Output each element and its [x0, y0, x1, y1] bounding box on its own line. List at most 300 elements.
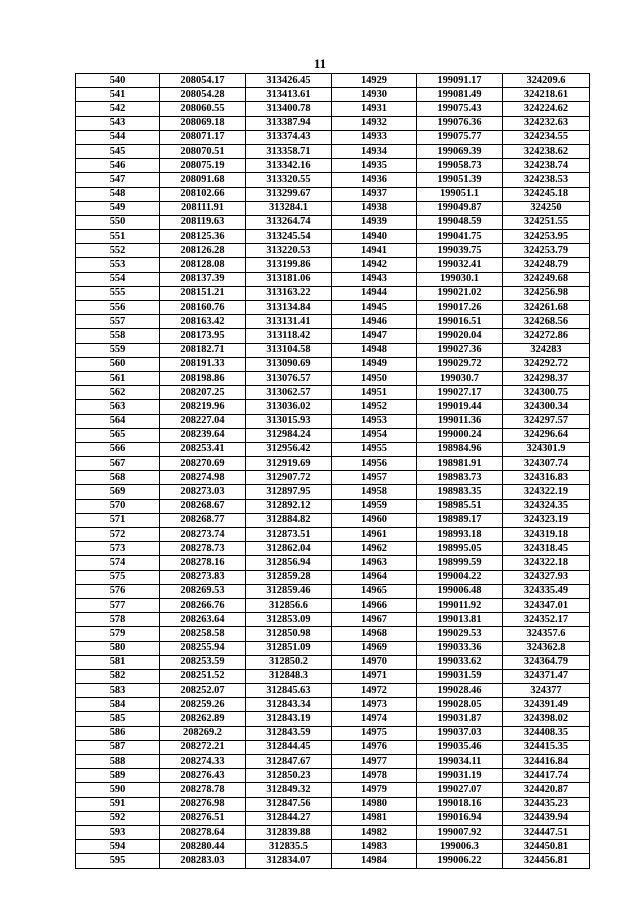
- table-cell-x-coordinate-a: 208253.59: [160, 655, 246, 669]
- table-cell-y-coordinate-b: 324250: [503, 201, 590, 215]
- table-cell-x-coordinate-a: 208182.71: [160, 343, 246, 357]
- table-cell-y-coordinate-a: 313220.53: [246, 244, 332, 258]
- table-cell-y-coordinate-b: 324238.74: [503, 159, 590, 173]
- table-cell-y-coordinate-b: 324238.62: [503, 144, 590, 158]
- table-cell-x-coordinate-a: 208163.42: [160, 315, 246, 329]
- table-cell-y-coordinate-a: 312839.88: [246, 825, 332, 839]
- table-cell-y-coordinate-b: 324377: [503, 684, 590, 698]
- table-cell-x-coordinate-b: 199051.39: [417, 173, 503, 187]
- table-cell-point-number-b: 14955: [332, 442, 417, 456]
- table-cell-point-number-b: 14949: [332, 357, 417, 371]
- table-row: [76, 102, 590, 116]
- table-cell-point-number-b: 14954: [332, 428, 417, 442]
- table-cell-x-coordinate-b: 199011.36: [417, 414, 503, 428]
- table-cell-y-coordinate-a: 312892.12: [246, 499, 332, 513]
- table-cell-x-coordinate-a: 208239.64: [160, 428, 246, 442]
- table-row: [76, 400, 590, 414]
- table-row: [76, 457, 590, 471]
- table-cell-y-coordinate-a: 313342.16: [246, 159, 332, 173]
- table-row: [76, 173, 590, 187]
- table-cell-x-coordinate-b: 198985.51: [417, 499, 503, 513]
- table-cell-point-number-b: 14976: [332, 740, 417, 754]
- table-cell-y-coordinate-a: 312844.45: [246, 740, 332, 754]
- table-cell-point-number-a: 559: [76, 343, 160, 357]
- table-cell-x-coordinate-b: 199031.19: [417, 769, 503, 783]
- table-cell-y-coordinate-a: 313400.78: [246, 102, 332, 116]
- table-cell-x-coordinate-b: 198983.35: [417, 485, 503, 499]
- table-cell-point-number-a: 584: [76, 698, 160, 712]
- table-cell-point-number-a: 551: [76, 230, 160, 244]
- table-cell-point-number-b: 14933: [332, 130, 417, 144]
- table-cell-point-number-a: 586: [76, 726, 160, 740]
- table-cell-y-coordinate-b: 324261.68: [503, 301, 590, 315]
- table-cell-point-number-a: 580: [76, 641, 160, 655]
- table-row: [76, 130, 590, 144]
- table-cell-y-coordinate-b: 324209.6: [503, 74, 590, 88]
- table-cell-x-coordinate-a: 208207.25: [160, 386, 246, 400]
- table-cell-x-coordinate-b: 199006.22: [417, 854, 503, 868]
- table-row: [76, 528, 590, 542]
- table-cell-point-number-a: 552: [76, 244, 160, 258]
- table-cell-point-number-a: 583: [76, 684, 160, 698]
- table-row: [76, 854, 590, 868]
- table-row: [76, 159, 590, 173]
- table-cell-y-coordinate-a: 313181.06: [246, 272, 332, 286]
- table-cell-point-number-b: 14935: [332, 159, 417, 173]
- table-cell-point-number-a: 572: [76, 528, 160, 542]
- table-cell-x-coordinate-b: 199018.16: [417, 797, 503, 811]
- table-cell-y-coordinate-a: 312873.51: [246, 528, 332, 542]
- table-row: [76, 272, 590, 286]
- table-cell-y-coordinate-a: 312849.32: [246, 783, 332, 797]
- table-cell-point-number-a: 579: [76, 627, 160, 641]
- table-cell-y-coordinate-a: 313245.54: [246, 230, 332, 244]
- table-cell-y-coordinate-b: 324439.94: [503, 811, 590, 825]
- table-cell-x-coordinate-a: 208054.17: [160, 74, 246, 88]
- table-cell-point-number-a: 561: [76, 371, 160, 385]
- table-cell-x-coordinate-b: 199004.22: [417, 570, 503, 584]
- table-cell-y-coordinate-b: 324253.79: [503, 244, 590, 258]
- table-cell-x-coordinate-b: 199033.62: [417, 655, 503, 669]
- coordinates-table: [75, 73, 590, 869]
- table-row: [76, 144, 590, 158]
- table-row: [76, 230, 590, 244]
- table-cell-y-coordinate-b: 324352.17: [503, 613, 590, 627]
- table-cell-point-number-b: 14936: [332, 173, 417, 187]
- table-cell-point-number-a: 569: [76, 485, 160, 499]
- table-cell-x-coordinate-a: 208126.28: [160, 244, 246, 258]
- table-cell-x-coordinate-b: 199031.87: [417, 712, 503, 726]
- table-cell-point-number-b: 14951: [332, 386, 417, 400]
- table-cell-x-coordinate-a: 208280.44: [160, 840, 246, 854]
- table-cell-y-coordinate-a: 312843.34: [246, 698, 332, 712]
- table-row: [76, 655, 590, 669]
- table-cell-x-coordinate-a: 208276.98: [160, 797, 246, 811]
- table-cell-x-coordinate-b: 199039.75: [417, 244, 503, 258]
- table-row: [76, 201, 590, 215]
- table-cell-x-coordinate-b: 199017.26: [417, 301, 503, 315]
- table-cell-y-coordinate-a: 312848.3: [246, 669, 332, 683]
- table-cell-y-coordinate-a: 313387.94: [246, 116, 332, 130]
- table-cell-x-coordinate-b: 199081.49: [417, 88, 503, 102]
- table-row: [76, 442, 590, 456]
- table-cell-point-number-b: 14964: [332, 570, 417, 584]
- table-cell-y-coordinate-b: 324415.35: [503, 740, 590, 754]
- table-row: [76, 712, 590, 726]
- table-row: [76, 698, 590, 712]
- table-cell-x-coordinate-a: 208255.94: [160, 641, 246, 655]
- table-cell-point-number-b: 14973: [332, 698, 417, 712]
- table-cell-y-coordinate-a: 312834.07: [246, 854, 332, 868]
- table-row: [76, 485, 590, 499]
- table-cell-y-coordinate-a: 313015.93: [246, 414, 332, 428]
- table-cell-x-coordinate-b: 199035.46: [417, 740, 503, 754]
- table-cell-point-number-b: 14944: [332, 286, 417, 300]
- table-cell-y-coordinate-a: 312845.63: [246, 684, 332, 698]
- table-cell-y-coordinate-a: 313299.67: [246, 187, 332, 201]
- table-cell-y-coordinate-a: 313134.84: [246, 301, 332, 315]
- table-cell-y-coordinate-a: 312835.5: [246, 840, 332, 854]
- table-row: [76, 286, 590, 300]
- table-row: [76, 627, 590, 641]
- table-cell-x-coordinate-a: 208070.51: [160, 144, 246, 158]
- coordinates-table-body: [76, 74, 590, 869]
- table-cell-point-number-a: 557: [76, 315, 160, 329]
- table-cell-point-number-a: 571: [76, 513, 160, 527]
- table-cell-x-coordinate-b: 199058.73: [417, 159, 503, 173]
- table-cell-y-coordinate-b: 324245.18: [503, 187, 590, 201]
- table-cell-x-coordinate-a: 208151.21: [160, 286, 246, 300]
- table-cell-point-number-b: 14957: [332, 471, 417, 485]
- table-cell-point-number-a: 550: [76, 215, 160, 229]
- table-cell-x-coordinate-b: 199013.81: [417, 613, 503, 627]
- table-cell-x-coordinate-a: 208268.67: [160, 499, 246, 513]
- table-cell-y-coordinate-a: 312859.28: [246, 570, 332, 584]
- table-cell-x-coordinate-a: 208075.19: [160, 159, 246, 173]
- table-row: [76, 669, 590, 683]
- table-cell-point-number-a: 560: [76, 357, 160, 371]
- table-cell-point-number-b: 14958: [332, 485, 417, 499]
- table-cell-point-number-b: 14960: [332, 513, 417, 527]
- table-cell-y-coordinate-a: 312853.09: [246, 613, 332, 627]
- table-cell-y-coordinate-b: 324324.35: [503, 499, 590, 513]
- table-cell-point-number-a: 541: [76, 88, 160, 102]
- table-cell-x-coordinate-b: 199075.43: [417, 102, 503, 116]
- table-cell-point-number-a: 592: [76, 811, 160, 825]
- table-row: [76, 584, 590, 598]
- table-cell-y-coordinate-b: 324292.72: [503, 357, 590, 371]
- table-row: [76, 825, 590, 839]
- table-cell-x-coordinate-b: 199028.05: [417, 698, 503, 712]
- table-row: [76, 542, 590, 556]
- page-number: 11: [313, 56, 327, 71]
- table-cell-point-number-a: 589: [76, 769, 160, 783]
- table-cell-y-coordinate-a: 313036.02: [246, 400, 332, 414]
- table-cell-x-coordinate-b: 199076.36: [417, 116, 503, 130]
- table-cell-x-coordinate-a: 208069.18: [160, 116, 246, 130]
- table-row: [76, 783, 590, 797]
- table-cell-point-number-b: 14956: [332, 457, 417, 471]
- table-cell-point-number-a: 573: [76, 542, 160, 556]
- table-row: [76, 499, 590, 513]
- table-row: [76, 726, 590, 740]
- table-cell-y-coordinate-b: 324297.57: [503, 414, 590, 428]
- table-cell-x-coordinate-a: 208091.68: [160, 173, 246, 187]
- table-cell-x-coordinate-a: 208198.86: [160, 371, 246, 385]
- table-cell-y-coordinate-a: 313076.57: [246, 371, 332, 385]
- table-cell-point-number-b: 14953: [332, 414, 417, 428]
- table-cell-y-coordinate-a: 312984.24: [246, 428, 332, 442]
- table-cell-y-coordinate-a: 313264.74: [246, 215, 332, 229]
- table-cell-y-coordinate-b: 324249.68: [503, 272, 590, 286]
- table-cell-x-coordinate-b: 198995.05: [417, 542, 503, 556]
- table-cell-point-number-a: 544: [76, 130, 160, 144]
- table-cell-point-number-b: 14975: [332, 726, 417, 740]
- table-cell-x-coordinate-b: 199034.11: [417, 755, 503, 769]
- table-cell-point-number-b: 14939: [332, 215, 417, 229]
- table-cell-y-coordinate-a: 312847.67: [246, 755, 332, 769]
- table-cell-x-coordinate-a: 208263.64: [160, 613, 246, 627]
- table-cell-point-number-a: 566: [76, 442, 160, 456]
- table-cell-point-number-a: 577: [76, 598, 160, 612]
- table-cell-x-coordinate-a: 208268.77: [160, 513, 246, 527]
- table-row: [76, 215, 590, 229]
- table-row: [76, 598, 590, 612]
- table-cell-x-coordinate-a: 208269.2: [160, 726, 246, 740]
- table-cell-x-coordinate-a: 208251.52: [160, 669, 246, 683]
- table-cell-x-coordinate-a: 208278.64: [160, 825, 246, 839]
- table-cell-x-coordinate-a: 208252.07: [160, 684, 246, 698]
- table-row: [76, 329, 590, 343]
- table-cell-y-coordinate-a: 313358.71: [246, 144, 332, 158]
- table-cell-point-number-a: 593: [76, 825, 160, 839]
- table-cell-point-number-a: 563: [76, 400, 160, 414]
- table-cell-point-number-a: 567: [76, 457, 160, 471]
- table-cell-point-number-a: 554: [76, 272, 160, 286]
- table-cell-point-number-b: 14981: [332, 811, 417, 825]
- table-cell-x-coordinate-a: 208219.96: [160, 400, 246, 414]
- table-cell-point-number-a: 545: [76, 144, 160, 158]
- table-cell-point-number-b: 14984: [332, 854, 417, 868]
- table-cell-y-coordinate-b: 324327.93: [503, 570, 590, 584]
- table-cell-x-coordinate-a: 208270.69: [160, 457, 246, 471]
- table-cell-x-coordinate-a: 208283.03: [160, 854, 246, 868]
- table-cell-point-number-a: 555: [76, 286, 160, 300]
- table-cell-point-number-a: 570: [76, 499, 160, 513]
- table-cell-point-number-a: 576: [76, 584, 160, 598]
- table-cell-x-coordinate-b: 199027.07: [417, 783, 503, 797]
- table-cell-y-coordinate-a: 313199.86: [246, 258, 332, 272]
- table-cell-y-coordinate-b: 324251.55: [503, 215, 590, 229]
- table-cell-x-coordinate-a: 208102.66: [160, 187, 246, 201]
- table-cell-y-coordinate-a: 312897.95: [246, 485, 332, 499]
- table-cell-y-coordinate-a: 312850.23: [246, 769, 332, 783]
- table-row: [76, 556, 590, 570]
- table-cell-x-coordinate-a: 208259.26: [160, 698, 246, 712]
- table-cell-y-coordinate-a: 312844.27: [246, 811, 332, 825]
- table-row: [76, 840, 590, 854]
- table-cell-y-coordinate-a: 312862.04: [246, 542, 332, 556]
- table-row: [76, 755, 590, 769]
- table-cell-x-coordinate-b: 199011.92: [417, 598, 503, 612]
- table-cell-point-number-b: 14952: [332, 400, 417, 414]
- table-cell-y-coordinate-b: 324398.02: [503, 712, 590, 726]
- table-cell-y-coordinate-b: 324318.45: [503, 542, 590, 556]
- table-cell-y-coordinate-b: 324364.79: [503, 655, 590, 669]
- table-cell-x-coordinate-a: 208278.78: [160, 783, 246, 797]
- table-cell-y-coordinate-b: 324347.01: [503, 598, 590, 612]
- table-cell-x-coordinate-a: 208274.33: [160, 755, 246, 769]
- table-row: [76, 811, 590, 825]
- table-cell-x-coordinate-b: 199029.72: [417, 357, 503, 371]
- table-cell-x-coordinate-b: 199027.17: [417, 386, 503, 400]
- table-cell-x-coordinate-a: 208258.58: [160, 627, 246, 641]
- table-cell-point-number-a: 556: [76, 301, 160, 315]
- table-cell-point-number-b: 14943: [332, 272, 417, 286]
- table-cell-point-number-a: 558: [76, 329, 160, 343]
- table-cell-x-coordinate-a: 208276.43: [160, 769, 246, 783]
- table-cell-point-number-a: 575: [76, 570, 160, 584]
- table-cell-y-coordinate-b: 324391.49: [503, 698, 590, 712]
- table-cell-y-coordinate-b: 324283: [503, 343, 590, 357]
- table-cell-y-coordinate-a: 312859.46: [246, 584, 332, 598]
- table-cell-point-number-a: 540: [76, 74, 160, 88]
- table-cell-y-coordinate-b: 324322.18: [503, 556, 590, 570]
- table-cell-y-coordinate-a: 312907.72: [246, 471, 332, 485]
- table-cell-y-coordinate-b: 324232.63: [503, 116, 590, 130]
- table-cell-x-coordinate-a: 208272.21: [160, 740, 246, 754]
- table-cell-y-coordinate-b: 324319.18: [503, 528, 590, 542]
- table-cell-y-coordinate-b: 324416.84: [503, 755, 590, 769]
- table-cell-x-coordinate-a: 208273.83: [160, 570, 246, 584]
- table-cell-point-number-a: 553: [76, 258, 160, 272]
- table-cell-point-number-b: 14978: [332, 769, 417, 783]
- table-cell-x-coordinate-b: 199032.41: [417, 258, 503, 272]
- table-row: [76, 357, 590, 371]
- table-cell-x-coordinate-b: 199029.53: [417, 627, 503, 641]
- table-cell-y-coordinate-b: 324408.35: [503, 726, 590, 740]
- table-row: [76, 88, 590, 102]
- table-cell-x-coordinate-b: 199027.36: [417, 343, 503, 357]
- table-cell-point-number-b: 14962: [332, 542, 417, 556]
- table-cell-x-coordinate-b: 199006.48: [417, 584, 503, 598]
- table-cell-x-coordinate-a: 208266.76: [160, 598, 246, 612]
- table-cell-y-coordinate-b: 324248.79: [503, 258, 590, 272]
- table-cell-point-number-a: 582: [76, 669, 160, 683]
- table-cell-point-number-b: 14970: [332, 655, 417, 669]
- table-cell-x-coordinate-a: 208111.91: [160, 201, 246, 215]
- table-cell-y-coordinate-b: 324456.81: [503, 854, 590, 868]
- table-cell-y-coordinate-a: 312856.94: [246, 556, 332, 570]
- table-cell-x-coordinate-b: 199030.7: [417, 371, 503, 385]
- table-cell-point-number-b: 14965: [332, 584, 417, 598]
- table-cell-x-coordinate-a: 208060.55: [160, 102, 246, 116]
- table-cell-y-coordinate-a: 312850.2: [246, 655, 332, 669]
- table-row: [76, 315, 590, 329]
- table-cell-point-number-a: 547: [76, 173, 160, 187]
- table-cell-point-number-a: 546: [76, 159, 160, 173]
- table-cell-y-coordinate-b: 324296.64: [503, 428, 590, 442]
- table-cell-x-coordinate-b: 199021.02: [417, 286, 503, 300]
- table-cell-point-number-b: 14945: [332, 301, 417, 315]
- table-cell-x-coordinate-a: 208128.08: [160, 258, 246, 272]
- table-cell-point-number-b: 14948: [332, 343, 417, 357]
- table-cell-point-number-b: 14974: [332, 712, 417, 726]
- table-cell-point-number-b: 14977: [332, 755, 417, 769]
- table-cell-y-coordinate-b: 324234.55: [503, 130, 590, 144]
- table-cell-point-number-a: 543: [76, 116, 160, 130]
- table-cell-x-coordinate-b: 199019.44: [417, 400, 503, 414]
- table-cell-point-number-b: 14940: [332, 230, 417, 244]
- table-cell-x-coordinate-a: 208273.74: [160, 528, 246, 542]
- table-row: [76, 301, 590, 315]
- table-cell-y-coordinate-b: 324371.47: [503, 669, 590, 683]
- table-cell-x-coordinate-a: 208173.95: [160, 329, 246, 343]
- table-cell-y-coordinate-b: 324268.56: [503, 315, 590, 329]
- table-cell-x-coordinate-b: 199000.24: [417, 428, 503, 442]
- table-cell-point-number-a: 587: [76, 740, 160, 754]
- table-cell-point-number-a: 548: [76, 187, 160, 201]
- table-cell-y-coordinate-a: 313090.69: [246, 357, 332, 371]
- table-cell-x-coordinate-a: 208119.63: [160, 215, 246, 229]
- table-cell-point-number-a: 574: [76, 556, 160, 570]
- table-cell-x-coordinate-a: 208273.03: [160, 485, 246, 499]
- table-cell-point-number-b: 14979: [332, 783, 417, 797]
- table-cell-point-number-a: 565: [76, 428, 160, 442]
- table-cell-point-number-a: 562: [76, 386, 160, 400]
- table-cell-x-coordinate-b: 199048.59: [417, 215, 503, 229]
- table-cell-point-number-b: 14972: [332, 684, 417, 698]
- table-row: [76, 414, 590, 428]
- table-cell-point-number-b: 14980: [332, 797, 417, 811]
- table-cell-x-coordinate-b: 199069.39: [417, 144, 503, 158]
- table-row: [76, 386, 590, 400]
- table-cell-y-coordinate-a: 312847.56: [246, 797, 332, 811]
- table-cell-x-coordinate-b: 199033.36: [417, 641, 503, 655]
- table-cell-y-coordinate-a: 313413.61: [246, 88, 332, 102]
- table-cell-point-number-a: 591: [76, 797, 160, 811]
- table-cell-point-number-b: 14929: [332, 74, 417, 88]
- table-row: [76, 187, 590, 201]
- table-row: [76, 428, 590, 442]
- table-cell-point-number-b: 14971: [332, 669, 417, 683]
- table-row: [76, 684, 590, 698]
- table-cell-y-coordinate-a: 312919.69: [246, 457, 332, 471]
- table-cell-x-coordinate-a: 208262.89: [160, 712, 246, 726]
- table-cell-x-coordinate-a: 208269.53: [160, 584, 246, 598]
- table-cell-x-coordinate-b: 199075.77: [417, 130, 503, 144]
- table-cell-point-number-b: 14950: [332, 371, 417, 385]
- table-cell-point-number-a: 585: [76, 712, 160, 726]
- table-row: [76, 513, 590, 527]
- table-cell-point-number-b: 14931: [332, 102, 417, 116]
- table-cell-x-coordinate-b: 199091.17: [417, 74, 503, 88]
- table-cell-x-coordinate-a: 208137.39: [160, 272, 246, 286]
- table-cell-x-coordinate-a: 208278.73: [160, 542, 246, 556]
- table-cell-point-number-b: 14947: [332, 329, 417, 343]
- table-cell-y-coordinate-b: 324300.34: [503, 400, 590, 414]
- table-cell-x-coordinate-b: 198999.59: [417, 556, 503, 570]
- table-cell-point-number-a: 595: [76, 854, 160, 868]
- table-cell-point-number-a: 590: [76, 783, 160, 797]
- table-cell-y-coordinate-b: 324450.81: [503, 840, 590, 854]
- table-cell-x-coordinate-b: 198989.17: [417, 513, 503, 527]
- table-cell-y-coordinate-b: 324435.23: [503, 797, 590, 811]
- table-row: [76, 258, 590, 272]
- table-row: [76, 641, 590, 655]
- table-cell-x-coordinate-a: 208278.16: [160, 556, 246, 570]
- table-cell-y-coordinate-a: 312956.42: [246, 442, 332, 456]
